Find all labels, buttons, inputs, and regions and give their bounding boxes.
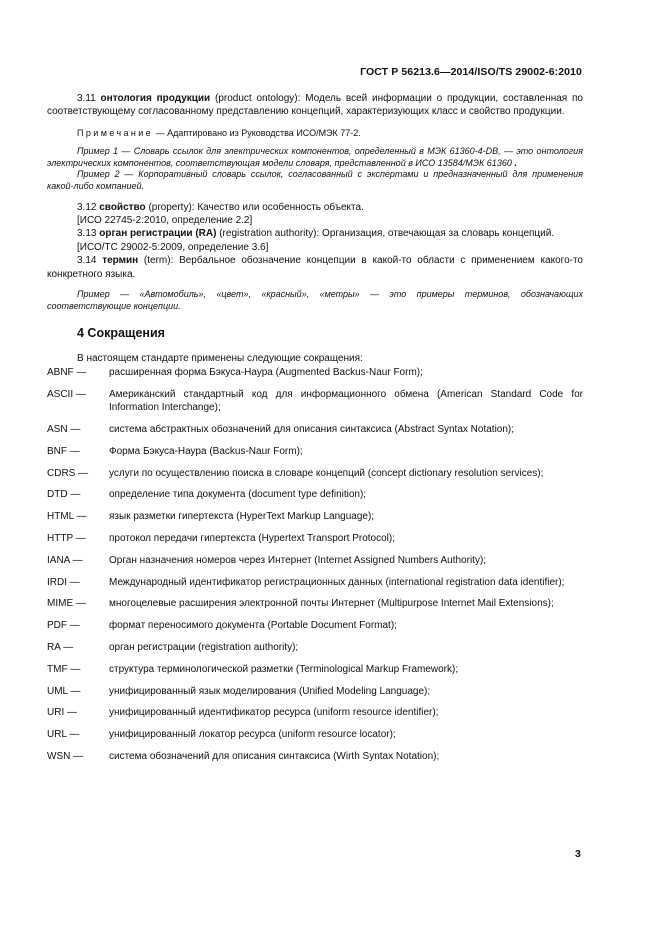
abbreviation-definition: протокол передачи гипертекста (Hypertext Transport Protocol); [109, 533, 396, 545]
abbreviations-intro: В настоящем стандарте применены следующие сокращения: [77, 352, 363, 364]
abbreviation-row [47, 388, 583, 415]
abbreviation-definition: система обозначений для описания синтаксиса (Wirth Syntax Notation); [109, 750, 440, 762]
abbreviation-definition: определение типа документа (document type definition); [109, 489, 367, 501]
abbreviation: IRDI — [47, 576, 80, 588]
example-2 [47, 169, 583, 192]
example-text: — Словарь ссылок для электрических компонентов, определенный в МЭК 61360-4-DB, — это онтология электрических компонентов, соответствующая модели словаря, представленной в ИСО 13584/МЭК 61360 [47, 146, 583, 168]
term-name: орган регистрации (RA) [99, 228, 217, 240]
abbreviation: BNF — [47, 445, 80, 457]
abbreviation: URI — [47, 707, 77, 719]
abbreviation-row [47, 663, 583, 676]
abbreviation-definition: расширенная форма Бэкуса-Наура (Augmented Backus-Naur Form); [109, 367, 423, 379]
term-name: термин [102, 255, 139, 267]
example-label: Пример [77, 289, 110, 300]
abbreviation: MIME — [47, 598, 86, 610]
abbreviation: UML — [47, 685, 81, 697]
abbreviation: WSN — [47, 750, 84, 762]
term-3-11 [47, 92, 583, 119]
abbreviation-definition: унифицированный локатор ресурса (uniform resource locator); [109, 729, 396, 741]
abbreviation: IANA — [47, 554, 83, 566]
example-1: Пример 1 — Словарь ссылок для электрических компонентов, определенный в МЭК 61360-4-DB, — это онтология электрических компонентов, соответствующая модели словаря, представленной в ИСО 13584/МЭК 61360 . [47, 146, 583, 168]
page-body [47, 92, 583, 772]
note-label: Примечание [77, 127, 154, 138]
example-text: — Корпоративный словарь ссылок, согласованный с экспертами и предназначенный для применения какой-либо компанией. [47, 169, 583, 191]
abbreviation-row [47, 685, 583, 698]
section-4-title: 4 Сокращения [77, 326, 165, 341]
term-definition: (registration authority): Организация, отвечающая за словарь концепций. [216, 228, 555, 240]
term-3-12-source: [ИСО 22745-2:2010, определение 2.2] [77, 215, 253, 226]
abbreviation: ASN — [47, 424, 81, 436]
example-3 [47, 289, 583, 312]
note: Примечание — Адаптировано из Руководства ИСО/МЭК 77-2. [77, 127, 361, 138]
abbreviation-definition: унифицированный идентификатор ресурса (uniform resource identifier); [109, 707, 439, 719]
abbreviation-definition: Орган назначения номеров через Интернет (Internet Assigned Numbers Authority); [109, 554, 487, 566]
abbreviation-definition: структура терминологической разметки (Terminological Markup Framework); [109, 663, 459, 675]
abbreviations-list [47, 366, 583, 763]
term-number: 3.14 [77, 255, 97, 267]
abbreviation-row [47, 706, 583, 719]
example-label: Пример 2 [77, 169, 120, 180]
term-3-12 [47, 201, 583, 214]
abbreviation-row [47, 576, 583, 589]
term-name: свойство [99, 201, 146, 213]
term-3-13 [47, 227, 583, 240]
abbreviation: CDRS — [47, 467, 89, 479]
abbreviation: URL — [47, 729, 80, 741]
abbreviation-definition: формат переносимого документа (Portable Document Format); [109, 620, 397, 632]
term-3-14 [47, 254, 583, 281]
abbreviation-row [47, 597, 583, 610]
abbreviation-row [47, 750, 583, 763]
note-text: Адаптировано из Руководства ИСО/МЭК 77-2. [167, 127, 361, 138]
abbreviation-definition: унифицированный язык моделирования (Unified Modeling Language); [109, 685, 431, 697]
abbreviation-definition: услуги по осуществлению поиска в словаре концепций (concept dictionary resolution services); [109, 467, 544, 479]
term-definition: (property): Качество или особенность объекта. [145, 201, 364, 213]
abbreviation-row [47, 728, 583, 741]
abbreviation-row [47, 445, 583, 458]
term-3-13-source: [ИСО/ТС 29002-5:2009, определение 3.6] [77, 241, 269, 253]
abbreviation: ABNF — [47, 367, 87, 379]
term-definition: (term): Вербальное обозначение концепции в какой-то области с применением какого-то конкретного языка. [47, 255, 583, 280]
abbreviation-row [47, 532, 583, 545]
abbreviation-row [47, 641, 583, 654]
abbreviation-row [47, 554, 583, 567]
example-text: — «Автомобиль», «цвет», «красный», «метры» — это примеры терминов, обозначающих соответствующие концепции. [47, 289, 583, 311]
term-number: 3.13 [77, 228, 97, 240]
abbreviation: DTD — [47, 489, 81, 501]
term-definition: (product ontology): Модель всей информации о продукции, составленная по соответствующему согласованному представлению концепций, характеризующих класс и свойство продукции. [47, 93, 583, 118]
abbreviation: PDF — [47, 620, 80, 632]
abbreviation-row [47, 510, 583, 523]
abbreviation-definition: орган регистрации (registration authority); [109, 642, 299, 653]
term-number: 3.11 [77, 93, 96, 104]
abbreviation-row [47, 366, 583, 379]
page-number: 3 [575, 848, 581, 860]
abbreviation-row [47, 423, 583, 436]
abbreviation: HTML — [47, 511, 87, 523]
abbreviation-row [47, 467, 583, 480]
abbreviation-definition: Международный идентификатор регистрационных данных (international registration data identifier); [109, 576, 565, 588]
standard-header: ГОСТ Р 56213.6—2014/ISO/TS 29002-6:2010 [360, 66, 582, 78]
abbreviation-definition: Американский стандартный код для информационного обмена (American Standard Code for Information Interchange); [109, 388, 583, 414]
abbreviation: RA — [47, 642, 74, 653]
abbreviation: TMF — [47, 663, 81, 675]
abbreviation: ASCII — [47, 388, 86, 400]
term-name: онтология продукции [100, 93, 211, 104]
abbreviation-row [47, 488, 583, 501]
abbreviation-definition: многоцелевые расширения электронной почты Интернет (Multipurpose Internet Mail Extensions); [109, 598, 554, 610]
abbreviation-definition: Форма Бэкуса-Наура (Backus-Naur Form); [109, 445, 303, 457]
term-number: 3.12 [77, 201, 97, 213]
abbreviation-row [47, 619, 583, 632]
abbreviation: HTTP — [47, 533, 86, 545]
abbreviation-definition: язык разметки гипертекста (HyperText Markup Language); [109, 511, 375, 523]
example-label: Пример 1 [77, 146, 119, 157]
abbreviation-definition: система абстрактных обозначений для описания синтаксиса (Abstract Syntax Notation); [109, 424, 515, 436]
